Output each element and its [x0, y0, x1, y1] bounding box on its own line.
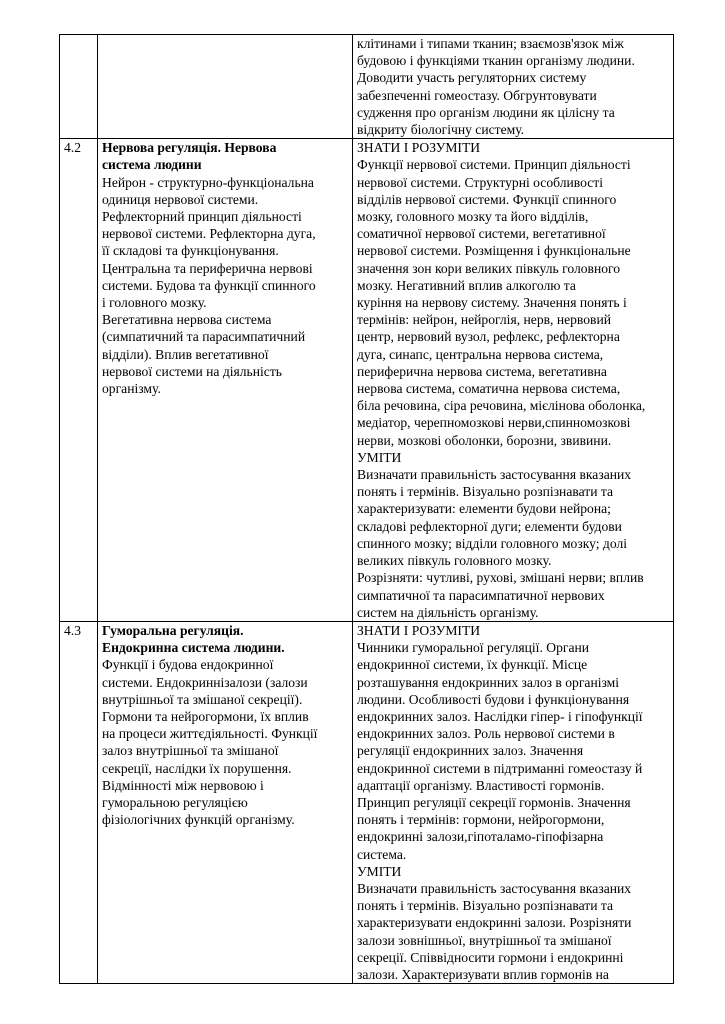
topic-title-line: Ендокринна система людини.: [102, 640, 285, 656]
topic-line: системи. Ендокриннізалози (залози: [102, 674, 308, 690]
topic-line: фізіологічних функцій організму.: [102, 812, 295, 828]
topic-line: Відмінності між нервовою і: [102, 777, 264, 793]
requirements-line: нервова система, соматична нервова система,: [357, 381, 621, 397]
requirements-line: спинного мозку; відділи головного мозку; долі: [357, 535, 628, 551]
requirements-line: систем на діяльність організму.: [357, 604, 539, 620]
requirements-line: забезпеченні гомеостазу. Обгрунтовувати: [357, 87, 597, 103]
topic-title-line: система людини: [102, 157, 202, 173]
requirements-line: відкриту біологічну систему.: [357, 122, 525, 138]
requirements-line: понять і термінів. Візуально розпізнавати та: [357, 484, 614, 500]
topic-line: внутрішньої та змішаної секреції).: [102, 691, 303, 707]
topic-title-line: Нервова регуляція. Нервова: [102, 140, 277, 156]
requirements-line: Чинники гуморальної регуляції. Органи: [357, 640, 590, 656]
topic-line: системи. Будова та функції спинного: [102, 277, 316, 293]
requirements-line: залози зовнішньої, внутрішньої та змішаної: [357, 932, 612, 948]
requirements-line: характеризувати: елементи будови нейрона;: [357, 501, 611, 517]
topic-line: Вегетативна нервова система: [102, 312, 272, 328]
requirements-line: периферична нервова система, вегетативна: [357, 363, 607, 379]
topic-line: нервової системи на діяльність: [102, 363, 282, 379]
requirements-line: ендокринних залоз. Роль нервової системи в: [357, 726, 615, 742]
requirements-line: будовою і функціями тканин організму людини.: [357, 53, 635, 69]
requirements-line: Визначати правильність застосування вказаних: [357, 880, 632, 896]
topic-line: Гормони та нейрогормони, їх вплив: [102, 708, 309, 724]
requirements-line: УМІТИ: [357, 863, 402, 879]
topic-title-line: Гуморальна регуляція.: [102, 622, 244, 638]
requirements-line: клітинами і типами тканин; взаємозв'язок між: [357, 36, 624, 51]
topic-line: відділи). Вплив вегетативної: [102, 346, 269, 362]
row-number: [60, 35, 98, 139]
requirements-line: розташування ендокринних залоз в організмі: [357, 674, 620, 690]
requirements-line: ендокринної системи, їх функції. Місце: [357, 657, 588, 673]
requirements-line: судження про організм людини як цілісну та: [357, 104, 615, 120]
requirements-line: Функції нервової системи. Принцип діяльності: [357, 157, 631, 173]
requirements-line: значення зон кори великих півкуль головного: [357, 260, 621, 276]
requirements-line: центр, нервовий вузол, рефлекс, рефлекторна: [357, 329, 620, 345]
requirements-line: великих півкуль головного мозку.: [357, 553, 552, 569]
requirements-line: характеризувати ендокринні залози. Розрізняти: [357, 915, 632, 931]
requirements-line: термінів: нейрон, нейроглія, нерв, нервовий: [357, 312, 612, 328]
topic-line: Нейрон - структурно-функціональна: [102, 174, 314, 190]
topic-cell: [98, 35, 353, 139]
topic-line: організму.: [102, 381, 161, 397]
requirements-line: понять і термінів: гормони, нейрогормони,: [357, 812, 605, 828]
requirements-line: адаптації організму. Властивості гормонів.: [357, 777, 605, 793]
requirements-line: Доводити участь регуляторних систему: [357, 70, 587, 86]
requirements-line: УМІТИ: [357, 449, 402, 465]
requirements-line: складові рефлекторної дуги; елементи будови: [357, 518, 622, 534]
requirements-line: Визначати правильність застосування вказаних: [357, 467, 632, 483]
requirements-line: нерви, мозкові оболонки, борозни, звивини.: [357, 432, 612, 448]
table-row: [60, 139, 674, 622]
table-row: [60, 35, 674, 139]
requirements-line: залози. Характеризувати вплив гормонів на: [357, 966, 609, 982]
requirements-line: ендокринної системи в підтриманні гомеостазу й: [357, 760, 643, 776]
requirements-line: мозку, головного мозку та його відділів,: [357, 209, 589, 225]
requirements-cell: [353, 621, 674, 983]
topic-line: її складові та функціонування.: [102, 243, 279, 259]
requirements-cell: [353, 139, 674, 622]
requirements-line: ендокринних залоз. Наслідки гіпер- і гіпофункції: [357, 708, 643, 724]
topic-line: і головного мозку.: [102, 295, 207, 311]
topic-line: нервової системи. Рефлекторна дуга,: [102, 226, 316, 242]
curriculum-table: [59, 34, 674, 984]
requirements-line: медіатор, черепномозкові нерви,спинномозкові: [357, 415, 631, 431]
requirements-line: відділів нервової системи. Функції спинного: [357, 191, 617, 207]
requirements-line: людини. Особливості будови і функціонування: [357, 691, 630, 707]
topic-line: (симпатичний та парасимпатичний: [102, 329, 306, 345]
requirements-line: симпатичної та парасимпатичної нервових: [357, 587, 605, 603]
requirements-cell: [353, 35, 674, 139]
topic-line: гуморальною регуляцією: [102, 794, 248, 810]
requirements-line: біла речовина, сіра речовина, мієлінова оболонка,: [357, 398, 646, 414]
topic-cell: [98, 621, 353, 983]
row-number: 4.3: [60, 621, 98, 983]
requirements-line: ЗНАТИ І РОЗУМІТИ: [357, 622, 481, 638]
requirements-line: Розрізняти: чутливі, рухові, змішані нерви; вплив: [357, 570, 644, 586]
requirements-line: секреції. Співвідносити гормони і ендокринні: [357, 949, 624, 965]
requirements-line: ЗНАТИ І РОЗУМІТИ: [357, 140, 481, 156]
topic-line: на процеси життєдіяльності. Функції: [102, 726, 318, 742]
topic-line: Центральна та периферична нервові: [102, 260, 313, 276]
requirements-line: мозку. Негативний вплив алкоголю та: [357, 277, 576, 293]
requirements-line: ендокринні залози,гіпоталамо-гіпофізарна: [357, 829, 604, 845]
topic-line: Рефлекторний принцип діяльності: [102, 209, 302, 225]
topic-line: залоз внутрішньої та змішаної: [102, 743, 279, 759]
table-row: [60, 621, 674, 983]
requirements-line: нервової системи. Розміщення і функціональне: [357, 243, 631, 259]
topic-line: одиниця нервової системи.: [102, 191, 259, 207]
requirements-line: соматичної нервової системи, вегетативної: [357, 226, 606, 242]
topic-cell: [98, 139, 353, 622]
requirements-line: нервової системи. Структурні особливості: [357, 174, 603, 190]
topic-line: секреції, наслідки їх порушення.: [102, 760, 292, 776]
requirements-line: куріння на нервову систему. Значення понять і: [357, 295, 627, 311]
topic-line: Функції і будова ендокринної: [102, 657, 274, 673]
requirements-line: система.: [357, 846, 407, 862]
requirements-line: понять і термінів. Візуально розпізнавати та: [357, 898, 614, 914]
requirements-line: дуга, синапс, центральна нервова система,: [357, 346, 604, 362]
row-number: 4.2: [60, 139, 98, 622]
requirements-line: регуляції ендокринних залоз. Значення: [357, 743, 584, 759]
requirements-line: Принцип регуляції секреції гормонів. Значення: [357, 794, 631, 810]
